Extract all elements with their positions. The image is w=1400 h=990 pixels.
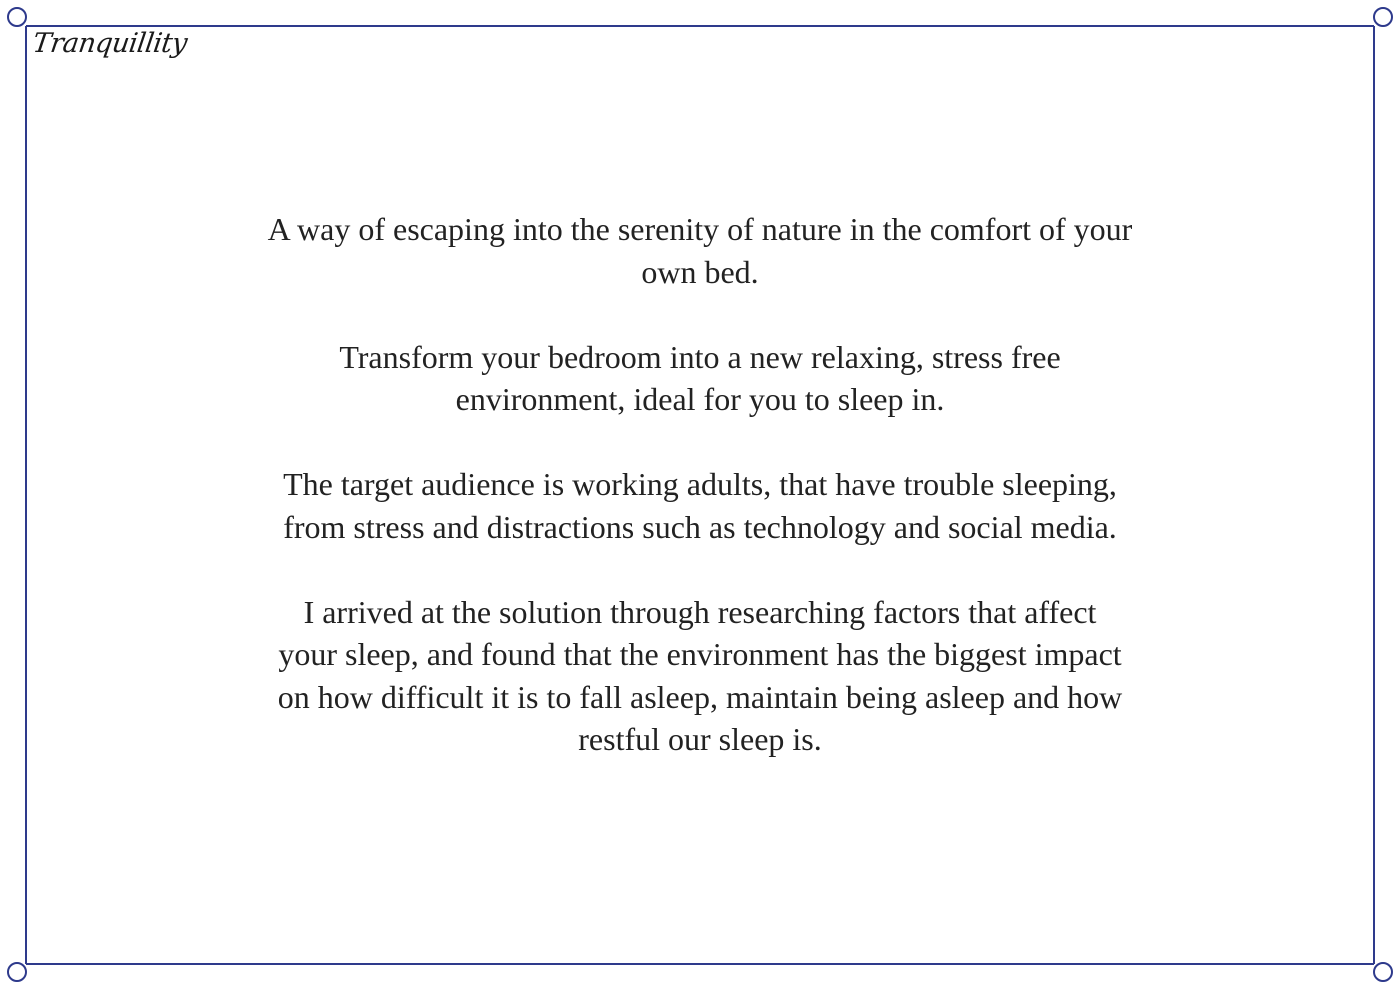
body-text: [200, 208, 1200, 761]
corner-loop-top-right: [1374, 8, 1392, 26]
paragraph-intro: A way of escaping into the serenity of nature in the comfort of your own bed.: [267, 211, 1133, 290]
corner-loop-bottom-right: [1374, 963, 1392, 981]
corner-loop-top-left: [8, 8, 26, 26]
brand-logo: Tranquillity: [30, 28, 189, 59]
corner-loop-bottom-left: [8, 963, 26, 981]
paragraph-audience: The target audience is working adults, that have trouble sleeping, from stress and distractions such as technology and social media.: [283, 466, 1117, 545]
paragraph-research: I arrived at the solution through researching factors that affect your sleep, and found that the environment has the biggest impact on how difficult it is to fall asleep, maintain being asleep and how restful our sleep is.: [277, 593, 1123, 757]
paragraph-transform: Transform your bedroom into a new relaxing, stress free environment, ideal for you to sleep in.: [339, 338, 1061, 417]
